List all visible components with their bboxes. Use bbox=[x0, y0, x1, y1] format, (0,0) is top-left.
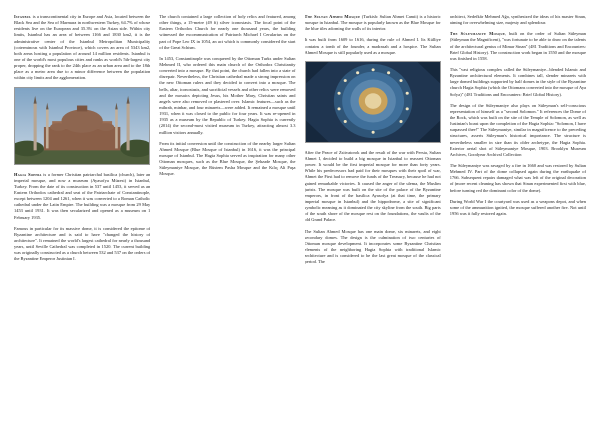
fire-paragraph: The Süleymaniye was ravaged by a fire in 1660 and was restored by Sultan Mehmed IV. Part of the dome collapsed again during the earthquake of 1766. Subsequent repairs damaged what was left of the original decoration of (more recent cleaning has shown that Sinan experimented first with blue, before turning red the dominant color of the dome). bbox=[449, 162, 586, 193]
column-2 bbox=[159, 14, 295, 418]
suleymaniye-heading: The Süleymaniye Mosque bbox=[449, 31, 506, 37]
sultan-ahmed-heading: The Sultan Ahmed Mosque bbox=[304, 14, 361, 19]
architect-paragraph: architect, Sedefkâr Mehmed Ağa, synthesized the ideas of his master Sinan, aiming for overwhelming size, majesty and splendour. bbox=[449, 14, 586, 26]
second-solomon-paragraph: The design of the Süleymaniye also plays on Süleyman's self-conscious representation of himself as a "second Solomon." It references the Dome of the Rock, which was built on the site of the Temple of Solomon, as well as Justinian's boast upon the completion of the Hagia Sophia: "Solomon, I have surpassed thee!" The Süleymaniye, similar in magnificence to the preceding structures, asserts Süleyman's historical importance. The structure is nevertheless smaller in size than its older archetype, the Hagia Sophia. Exterior aerial shot of Süleymaniye Mosque, 1903. Brooklyn Museum Archives, Goodyear Archival Collection bbox=[449, 102, 586, 157]
suleymaniye-paragraph bbox=[450, 31, 586, 62]
istanbul-heading: Istanbul bbox=[14, 14, 32, 19]
sultan-ahmed-text: (Turkish: Sultan Ahmet Camii) is a historic mosque in Istanbul. The mosque is popularly known as the Blue Mosque for the blue tiles adorning the walls of its interior. bbox=[304, 14, 441, 32]
religious-complex-paragraph: This "vast religious complex called the Süleymaniye...blended Islamic and Byzantine architectural elements. It combines tall, slender minarets with large domed buildings supported by half domes in the style of the Byzantine church Hagia Sophia (which the Ottomans converted into the mosque of Aya Sofya)" (481 Traditions and Encounters: Brief Global History). bbox=[449, 66, 586, 97]
built-paragraph: It was built from 1609 to 1616, during the rule of Ahmed I. Its Külliye contains a tomb of the founder, a madrasah and a hospice. The Sultan Ahmed Mosque is still popularly used as a mosque. bbox=[304, 37, 441, 55]
principal-mosque-paragraph: From its initial conversion until the construction of the nearby larger Sultan Ahmed Mosque (Blue Mosque of Istanbul) in 1616, it was the principal mosque of Istanbul. The Hagia Sophia served as inspiration for many other Ottoman mosques, such as the Blue Mosque, the Şehzade Mosque, the Süleymaniye Mosque, the Rüstem Pasha Mosque and the Kılıç Ali Paşa Mosque. bbox=[159, 140, 296, 177]
column-4 bbox=[450, 14, 586, 418]
hagia-sophia-photo bbox=[14, 87, 150, 165]
istanbul-paragraph bbox=[14, 14, 150, 82]
dome-paragraph: Famous in particular for its massive dome, it is considered the epitome of Byzantine architecture and is said to have "changed the history of architecture". It remained the world's largest cathedral for nearly a thousand years, until Seville Cathedral was completed in 1520. The current building was originally constructed as a church between 532 and 537 on the orders of the Byzantine Emperor Justinian I. bbox=[14, 225, 151, 262]
sultan-ahmed-paragraph bbox=[305, 14, 441, 32]
hagia-sophia-image bbox=[15, 88, 149, 164]
hagia-sophia-text: is a former Christian patriarchal basilica (church), later an imperial mosque, and now a museum (Ayasofya Müzesi) in Istanbul, Turkey. From the date of its construction in 537 until 1453, it served as an Eastern Orthodox cathedral and seat of the Patriarchate of Constantinople, except between 1204 and 1261, when it was converted to a Roman Catholic cathedral under the Latin Empire. The building was a mosque from 29 May 1453 until 1931. It was then secularized and opened as a museum on 1 February 1935. bbox=[14, 171, 151, 220]
blue-mosque-photo bbox=[305, 61, 441, 143]
suleymaniye-text: , built on the order of Sultan Süleyman (Süleyman the Magnificent), "was fortunate to be able to draw on the talents of the architectural genius of Mimar Sinan" (481 Traditions and Encounters: Brief Global History). The construction work began in 1550 and the mosque was finished in 1558. bbox=[449, 31, 586, 61]
blue-mosque-interior-image bbox=[306, 62, 440, 142]
domes-paragraph: The Sultan Ahmed Mosque has one main dome, six minarets, and eight secondary domes. The design is the culmination of two centuries of Ottoman mosque development. It incorporates some Byzantine Christian elements of the neighboring Hagia Sophia with traditional Islamic architecture and is considered to be the last great mosque of the classical period. The bbox=[304, 228, 441, 265]
hagia-sophia-paragraph bbox=[14, 172, 150, 221]
istanbul-text: is a transcontinental city in Europe and Asia, located between the Black Sea and the Sea of Marmara in northwestern Turkey, 64.7% of whose residents live on the European and 35.3% on the Asian side. Within city limits, Istanbul has an area of between 1166 and 1830 km2, it is the administrative center of the Istanbul Metropolitan Municipality (coterminous with Istanbul Province), which covers an area of 5343 km2, both areas hosting a population of around 14 million residents. Istanbul is one of the world's most populous cities and ranks as world's 5th-largest city proper, dropping the rank to the 24th place as an urban area and to the 18th place as a metro area due to a minor difference between the population within city limits and the agglomeration. bbox=[14, 14, 151, 81]
hagia-sophia-heading: Hagia Sophia bbox=[14, 171, 42, 177]
conquest-paragraph: In 1453, Constantinople was conquered by the Ottoman Turks under Sultan Mehmed II, who ordered this main church of the Orthodox Christianity converted into a mosque. By that point, the church had fallen into a state of disrepair. Nevertheless, the Christian cathedral made a strong impression on the new Ottoman rulers and they decided to convert into a mosque. The bells, altar, iconostasis, and sacrificial vessels and other relics were removed and the mosaics depicting Jesus, his Mother Mary, Christian saints and angels were also removed or plastered over. Islamic features—such as the mihrab, minbar, and four minarets—were added. It remained a mosque until 1931, when it was closed to the public for four years. It was re-opened in 1935 as a museum by the Republic of Turkey. Hagia Sophia is currently (2014) the second-most visited museum in Turkey, attracting almost 3.3 million visitors annually. bbox=[159, 55, 296, 135]
column-3 bbox=[305, 14, 441, 418]
zsitvatorok-paragraph: After the Peace of Zsitvatorok and the result of the war with Persia, Sultan Ahmet I, decided to build a big mosque in Istanbul to reassert Ottoman power. It would be the first imperial mosque for more than forty years. While his predecessors had paid for their mosques with their spoil of war, Ahmet the First had to remove the funds of the Treasury, because he had not gained remarkable victories. It caused the anger of the ulema, the Muslim jurists. The mosque was built on the site of the palace of the Byzantine emperors, in front of the basilica Ayasofya (at that time, the primary imperial mosque in Istanbul) and the hippodrome, a site of significant symbolic meaning as it dominated the city skyline from the south. Big parts of the south shore of the mosque rest on the foundations, the vaults of the old Grand Palace. bbox=[304, 149, 441, 223]
column-1 bbox=[14, 14, 150, 418]
world-war-paragraph: During World War I the courtyard was used as a weapons depot, and when some of the ammunition ignited, the mosque suffered another fire. Not until 1956 was it fully restored again. bbox=[449, 198, 586, 216]
relics-paragraph: The church contained a large collection of holy relics and featured, among other things, a 15-metre (49 ft) silver iconostasis. The focal point of the Eastern Orthodox Church for nearly one thousand years, the building witnessed the excommunication of Patriarch Michael I Cerularius on the part of Pope Leo IX in 1054, an act which is commonly considered the start of the Great Schism. bbox=[159, 14, 296, 50]
